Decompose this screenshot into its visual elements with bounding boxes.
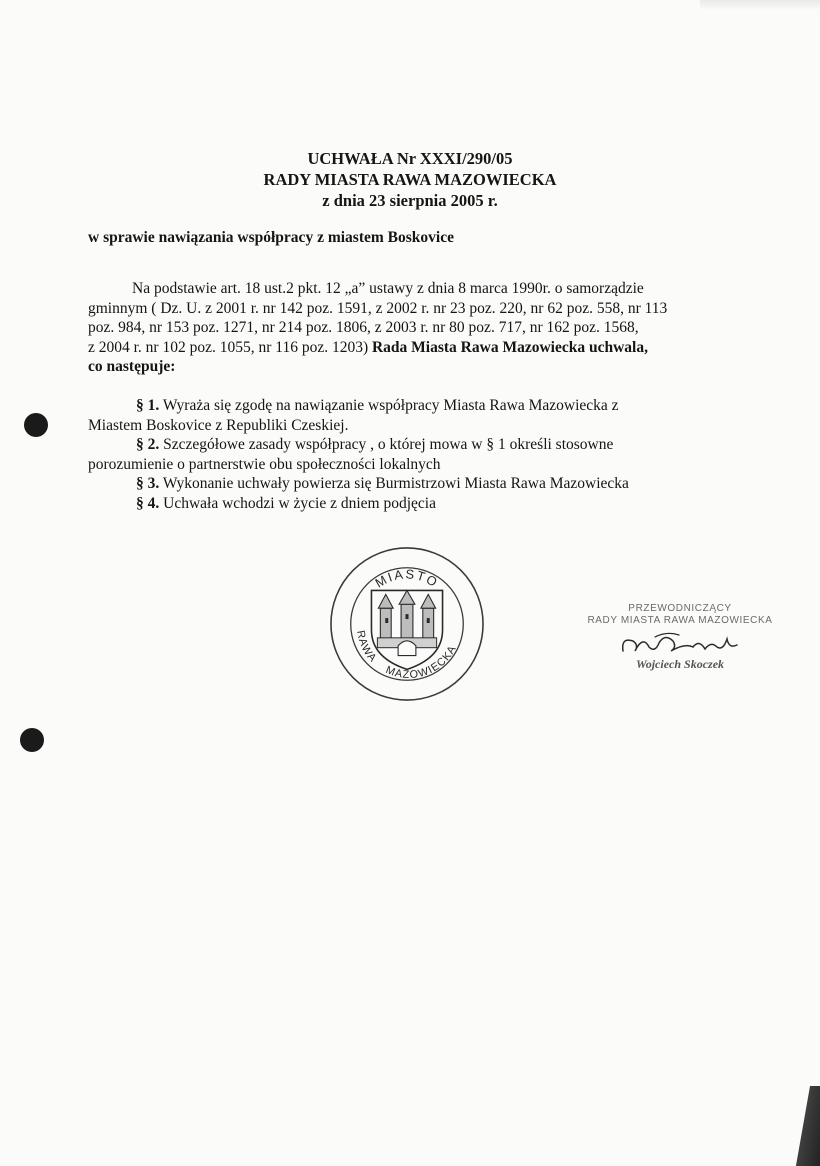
paragraph-mark: § 1. [136, 397, 160, 414]
preamble-enacting-clause: Rada Miasta Rawa Mazowiecka uchwala, [371, 338, 648, 356]
handwritten-signature [615, 629, 745, 659]
paragraph-text: Uchwała wchodzi w życie z dniem podjęcia [159, 494, 436, 512]
paragraph-1-continued: Miastem Boskovice z Republiki Czeskiej. [88, 416, 349, 434]
resolution-date: z dnia 23 sierpnia 2005 r. [322, 191, 498, 210]
paragraph-text: Szczegółowe zasady współpracy , o której mowa w § 1 określi stosowne [159, 436, 614, 453]
paragraph-mark: § 3. [136, 475, 160, 492]
seal-text-bottom: RAWAMAZOWIECKA [354, 629, 460, 682]
signatory-name: Wojciech Skoczek [635, 657, 725, 671]
preamble-enacting-clause-end: co następuje: [88, 358, 176, 375]
punch-hole-top [24, 413, 48, 437]
scan-edge-bottom [780, 1086, 820, 1166]
scan-edge-top [700, 0, 820, 10]
preamble-line: poz. 984, nr 153 poz. 1271, nr 214 poz. 1806, z 2003 r. nr 80 poz. 717, nr 162 poz. 1568, [88, 319, 639, 336]
resolution-header [200, 148, 620, 211]
paragraph-4 [88, 494, 728, 514]
paragraph-2-continued: porozumienie o partnerstwie obu społeczności lokalnych [88, 455, 441, 473]
preamble-text: z 2004 r. nr 102 poz. 1055, nr 116 poz. 1203) [88, 338, 372, 356]
paragraph-text: Wykonanie uchwały powierza się Burmistrzowi Miasta Rawa Mazowiecka [159, 475, 629, 492]
paragraph-mark: § 2. [136, 436, 160, 453]
paragraph-1 [88, 396, 728, 416]
coat-of-arms-icon [371, 590, 442, 669]
punch-hole-bottom [20, 728, 44, 752]
preamble-line [88, 338, 728, 358]
signature-title: PRZEWODNICZĄCY [628, 603, 732, 614]
signature-title-body: RADY MIASTA RAWA MAZOWIECKA [587, 615, 773, 626]
preamble-line [88, 357, 728, 377]
resolution-number: UCHWAŁA Nr XXXI/290/05 [307, 149, 513, 168]
resolution-paragraphs [88, 396, 728, 513]
issuing-body: RADY MIASTA RAWA MAZOWIECKA [263, 170, 557, 189]
preamble-line: Na podstawie art. 18 ust.2 pkt. 12 „a” ustawy z dnia 8 marca 1990r. o samorządzie [132, 280, 644, 297]
paragraph-text: Wyraża się zgodę na nawiązanie współpracy Miasta Rawa Mazowiecka z [159, 397, 619, 414]
city-seal [328, 545, 486, 703]
resolution-subject: w sprawie nawiązania współpracy z miastem Boskovice [88, 229, 454, 246]
signature-stamp [580, 603, 780, 672]
preamble-line: gminnym ( Dz. U. z 2001 r. nr 142 poz. 1591, z 2002 r. nr 23 poz. 220, nr 62 poz. 558, nr 113 [88, 299, 668, 317]
paragraph-3 [88, 474, 728, 494]
paragraph-mark: § 4. [136, 494, 160, 512]
paragraph-2 [88, 435, 728, 455]
preamble [88, 279, 728, 377]
seal-text-top: MIASTO [372, 566, 442, 591]
